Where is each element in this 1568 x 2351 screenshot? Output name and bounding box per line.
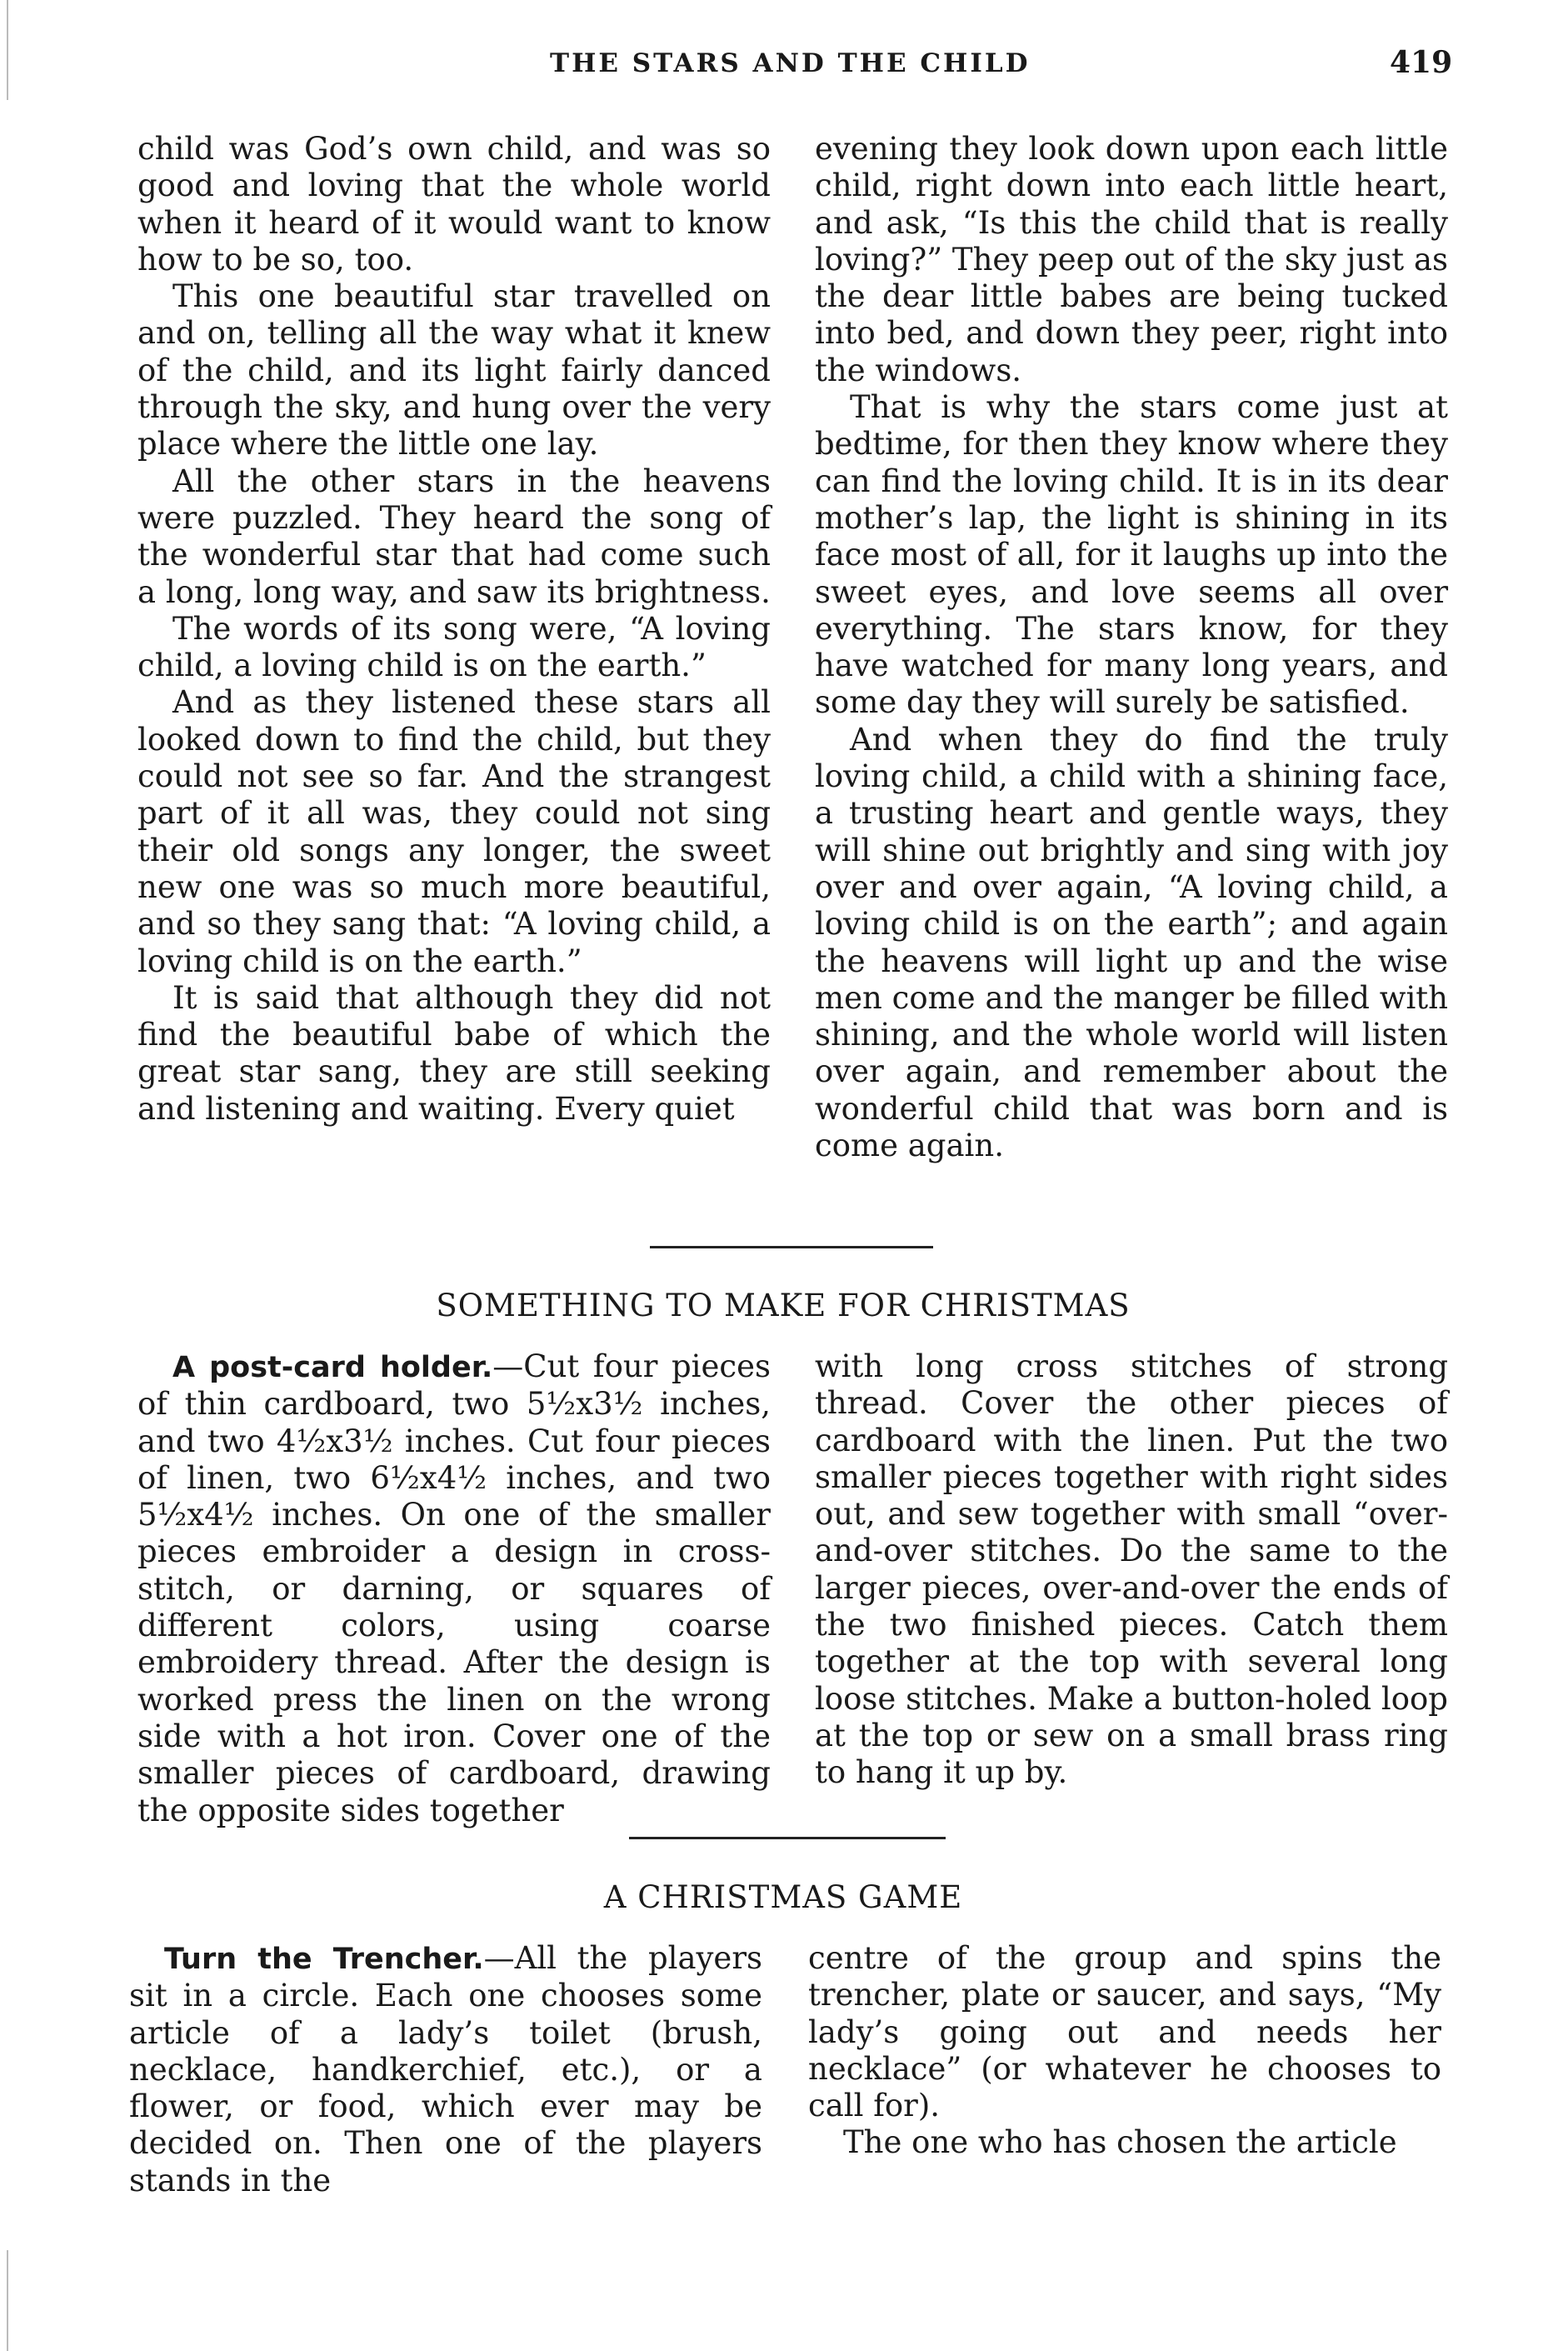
run-in-title: A post-card holder. [172,1351,493,1384]
make-right-column [815,1348,1448,1792]
section-heading-game: A CHRISTMAS GAME [603,1879,963,1915]
running-title: THE STARS AND THE CHILD [550,48,1031,78]
game-text: —All the players sit in a circle. Each one chooses some article of a lady’s toilet (brush, necklace, handkerchief, etc.), or a flower, or food, which ever may be decided on. Then one of the players stands in the [129,1940,763,2198]
section-divider [650,1246,933,1248]
game-paragraph: The one who has chosen the article [843,2124,1397,2161]
game-right-column [808,1940,1441,2162]
story-right-column [815,131,1448,1164]
page-number: 419 [1390,45,1453,80]
story-left-column [137,131,771,1128]
story-paragraph: That is why the stars come just at bedtime, for then they know where they can find the loving child. It is in its dear mother’s lap, the light is shining in its face most of all, for it laughs up into the sweet eyes, and love seems all over everything. The stars know, for they have watched for many long years, and some day they will surely be satisfied. [815,389,1448,721]
make-text: —Cut four pieces of thin cardboard, two 5½x3½ inches, and two 4½x3½ inches. Cut four pieces of linen, two 6½x4½ inches, and two 5½x4½ inches. On one of the smaller pieces embroider a design in cross-stitch, or darning, or squares of different colors, using coarse embroidery thread. After the design is worked press the linen on the wrong side with a hot iron. Cover one of the smaller pieces of cardboard, drawing the opposite sides together [137,1348,771,1828]
section-divider [629,1837,946,1839]
running-head [0,45,1568,82]
make-paragraph [137,1348,771,1829]
section-heading-make: SOMETHING TO MAKE FOR CHRISTMAS [436,1288,1131,1323]
game-left-column [129,1940,762,2199]
game-paragraph [129,1940,762,2199]
make-paragraph: with long cross stitches of strong thread. Cover the other pieces of cardboard with the linen. Put the two smaller pieces together with right sides out, and sew together with small “over-and-over stitches. Do the same to the larger pieces, over-and-over the ends of the two finished pieces. Catch them together at the top with several long loose stitches. Make a button-holed loop at the top or sew on a small brass ring to hang it up by. [815,1348,1448,1791]
scan-margin-line-bottom [7,2250,8,2351]
story-paragraph: evening they look down upon each little child, right down into each little heart, and ask, “Is this the child that is really loving?” They peep out of the sky just as the dear little babes are being tucked into bed, and down they peer, right into the windows. [815,131,1448,388]
story-paragraph: The words of its song were, “A loving child, a loving child is on the earth.” [137,610,771,684]
story-paragraph: This one beautiful star travelled on and on, telling all the way what it knew of the child, and its light fairly danced through the sky, and hung over the very place where the little one lay. [137,278,771,463]
story-paragraph: It is said that although they did not find the beautiful babe of which the great star sang, they are still seeking and listening and waiting. Every quiet [137,979,771,1127]
make-left-column [137,1348,771,1829]
story-paragraph: And when they do find the truly loving child, a child with a shining face, a trusting heart and gentle ways, they will shine out brightly and sing with joy over and over again, “A loving child, a loving child is on the earth”; and again the heavens will light up and the wise men come and the manger be filled with shining, and the whole world will listen over again, and remember about the wonderful child that was born and is come again. [815,721,1448,1164]
run-in-title: Turn the Trencher. [164,1943,484,1976]
story-paragraph: And as they listened these stars all looked down to find the child, but they could not see so far. And the strangest part of it all was, they could not sing their old songs any longer, the sweet new one was so much more beautiful, and so they sang that: “A loving child, a loving child is on the earth.” [137,684,771,979]
story-paragraph: All the other stars in the heavens were puzzled. They heard the song of the wonderful star that had come such a long, long way, and saw its brightness. [137,463,771,610]
story-paragraph: child was God’s own child, and was so good and loving that the whole world when it heard of it would want to know how to be so, too. [137,131,771,278]
game-paragraph: centre of the group and spins the trencher, plate or saucer, and says, “My lady’s going out and needs her necklace” (or whatever he chooses to call for). [808,1940,1441,2124]
